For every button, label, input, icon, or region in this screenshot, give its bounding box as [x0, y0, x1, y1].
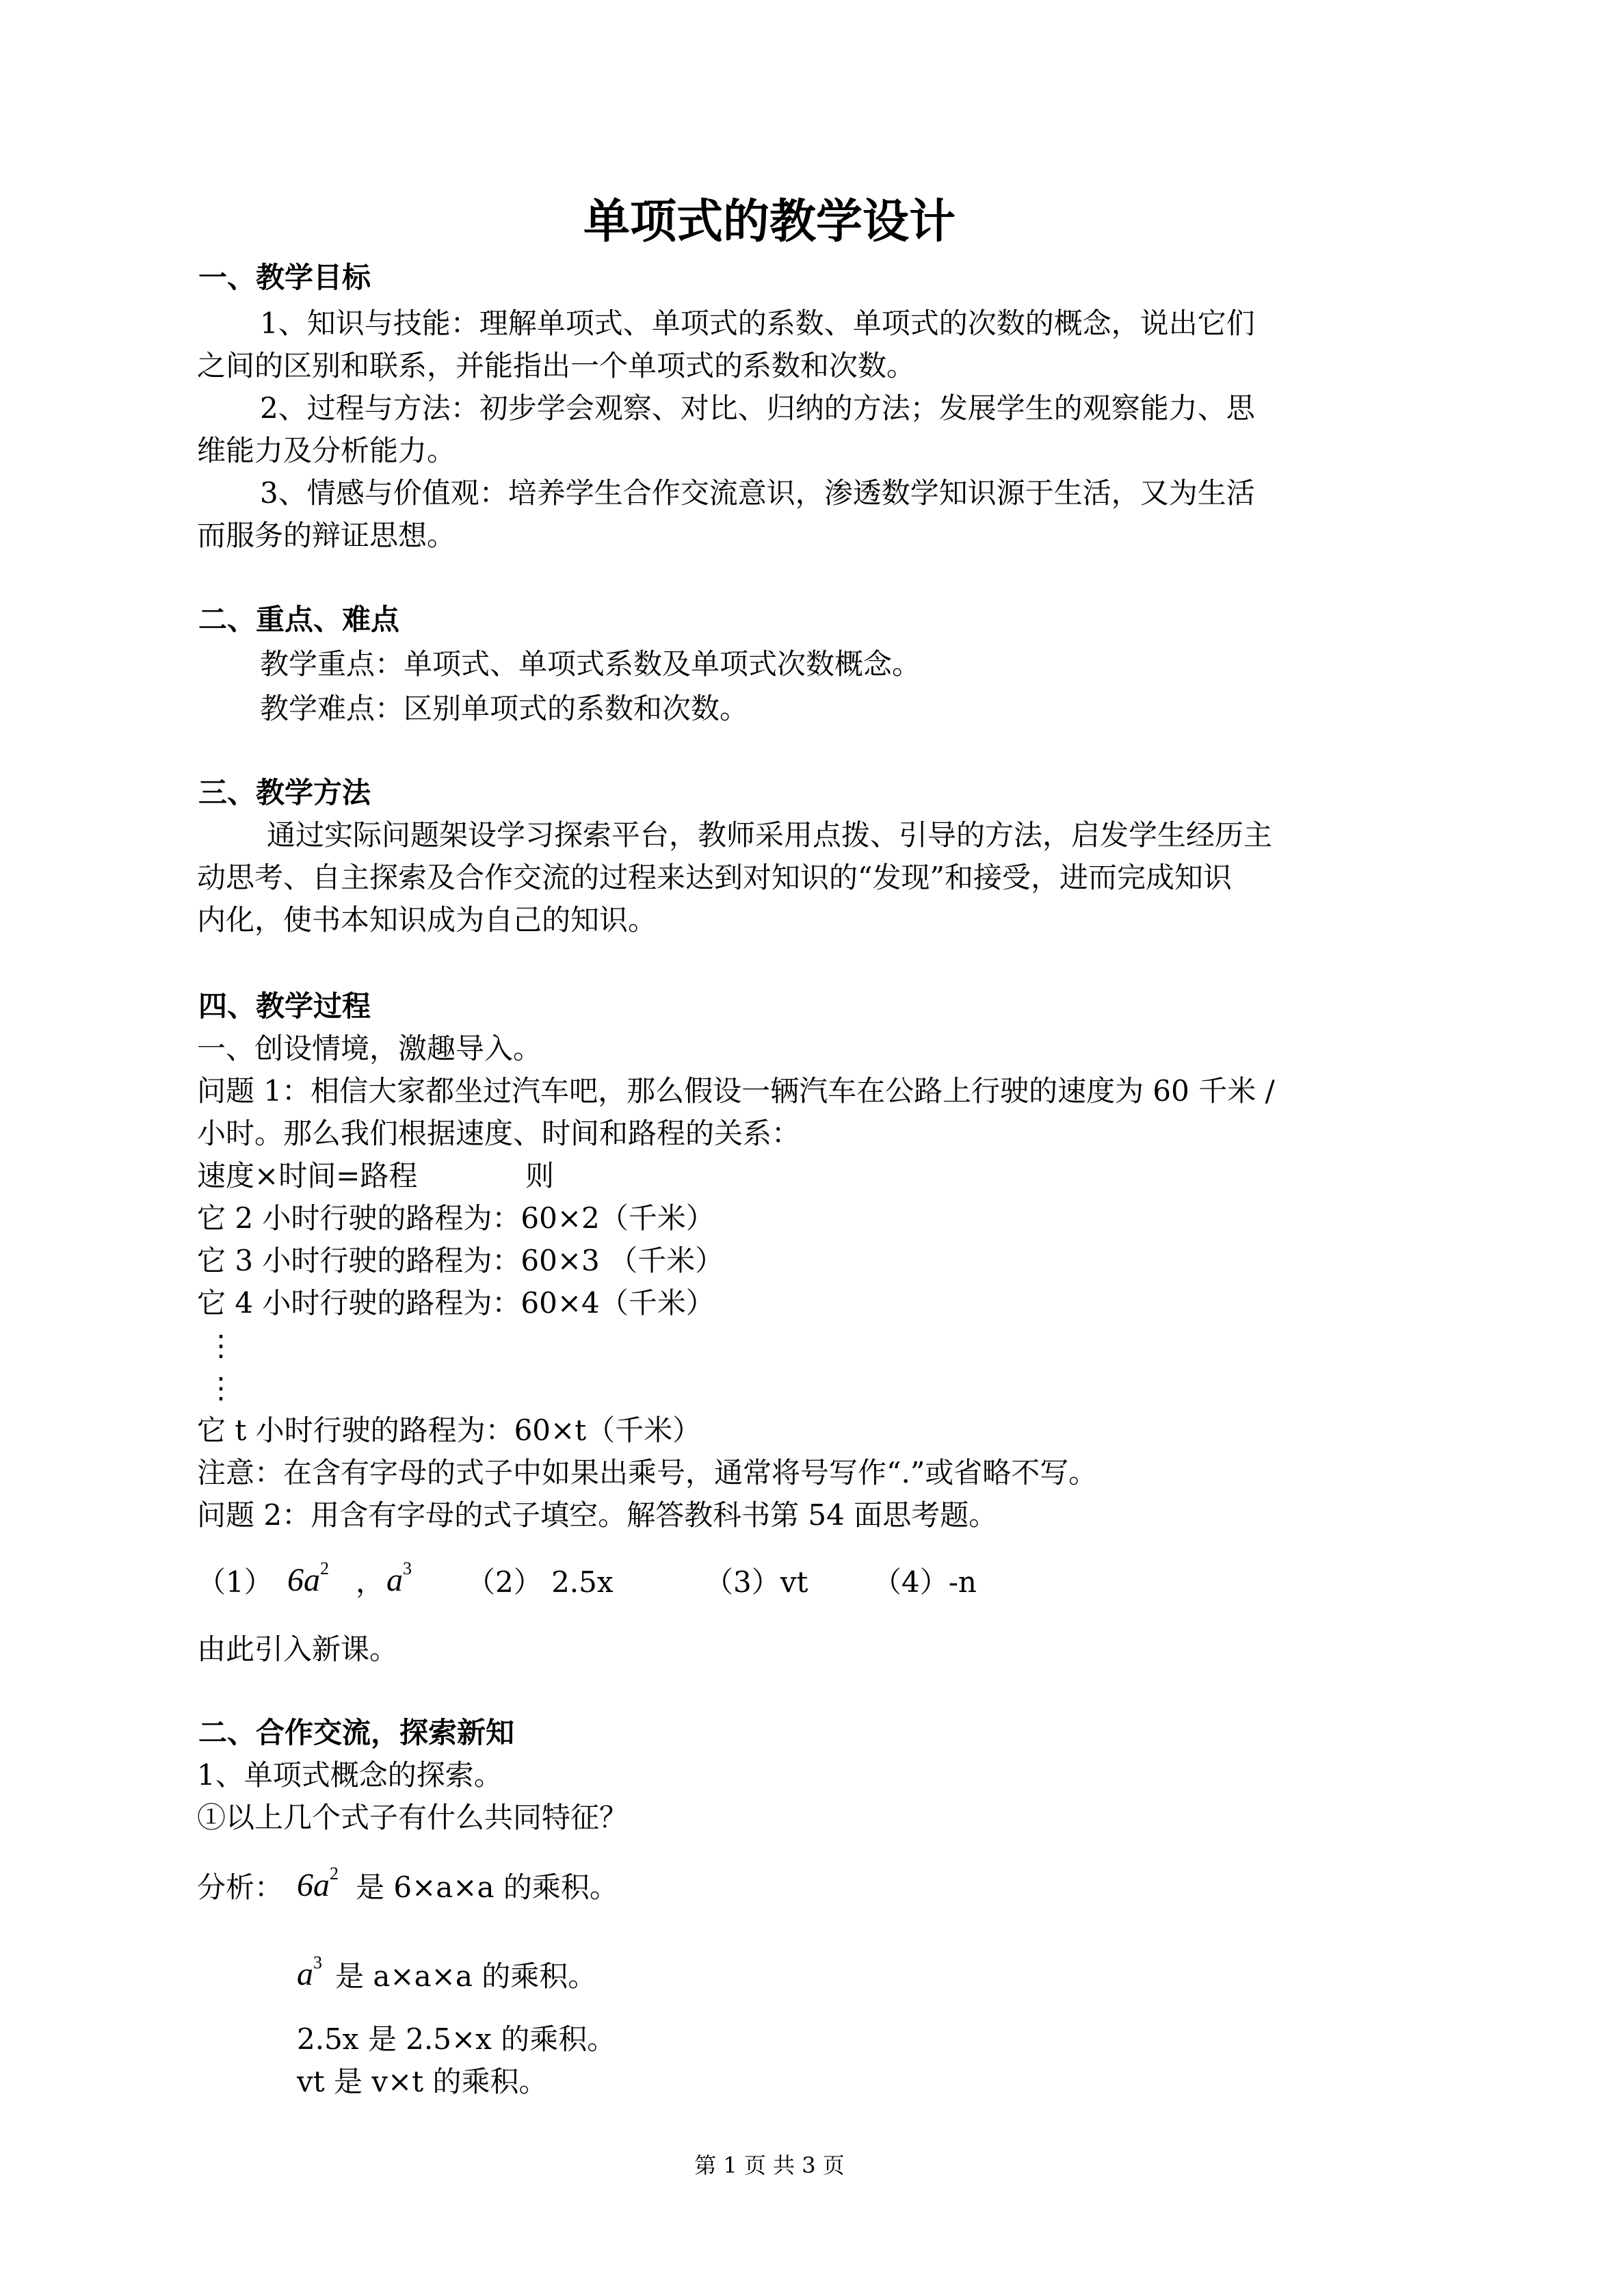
paragraph-line: 动思考、自主探索及合作交流的过程来达到对知识的“发现”和接受，进而完成知识 — [197, 861, 1232, 894]
paragraph-line: 小时。那么我们根据速度、时间和路程的关系： — [197, 1117, 801, 1150]
analysis-4-text: vt 是 v×t 的乘积。 — [297, 2065, 548, 2098]
section-heading-process: 四、教学过程 — [198, 989, 371, 1023]
answer-3: （3）vt — [704, 1565, 808, 1599]
section-heading-methods: 三、教学方法 — [198, 776, 371, 809]
section-heading-objectives: 一、教学目标 — [198, 261, 371, 294]
analysis-label: 分析： — [197, 1870, 284, 1904]
page-footer: 第 1 页 共 3 页 — [694, 2152, 845, 2178]
paragraph-line: 1、知识与技能：理解单项式、单项式的系数、单项式的次数的概念，说出它们 — [260, 306, 1255, 340]
paragraph-line: 通过实际问题架设学习探索平台，教师采用点拨、引导的方法，启发学生经历主 — [267, 818, 1273, 852]
paragraph-line: 它 2 小时行驶的路程为：60×2（千米） — [197, 1201, 715, 1235]
analysis-1-text: 是 6×a×a 的乘积。 — [356, 1870, 618, 1904]
answer-separator: ， — [356, 1565, 385, 1599]
paragraph-line: 它 3 小时行驶的路程为：60×3 （千米） — [197, 1244, 724, 1277]
paragraph-line: 2、过程与方法：初步学会观察、对比、归纳的方法；发展学生的观察能力、思 — [260, 391, 1255, 425]
answer-1-label: （1） — [197, 1565, 273, 1599]
answer-2: （2） 2.5x — [466, 1565, 614, 1599]
sub-heading: 1、单项式概念的探索。 — [197, 1758, 503, 1792]
section-heading-explore: 二、合作交流，探索新知 — [198, 1716, 515, 1749]
paragraph-line: 之间的区别和联系，并能指出一个单项式的系数和次数。 — [197, 349, 916, 382]
paragraph-line: 3、情感与价值观：培养学生合作交流意识，渗透数学知识源于生活，又为生活 — [260, 476, 1255, 510]
section-heading-keypoints: 二、重点、难点 — [198, 603, 400, 636]
ellipsis-mark: ⋮ — [207, 1329, 235, 1362]
paragraph-line: 教学难点：区别单项式的系数和次数。 — [260, 692, 749, 725]
paragraph-line: 由此引入新课。 — [197, 1632, 399, 1666]
paragraph-line: 问题 1：相信大家都坐过汽车吧，那么假设一辆汽车在公路上行驶的速度为 60 千米 / — [197, 1074, 1275, 1108]
step-heading: 一、创设情境，激趣导入。 — [197, 1032, 542, 1065]
paragraph-line: 它 t 小时行驶的路程为：60×t（千米） — [197, 1413, 702, 1447]
answer-1a-expression: $6a^2$ — [287, 1558, 329, 1598]
analysis-2-expression: $a^3$ — [297, 1953, 322, 1992]
analysis-3-text: 2.5x 是 2.5×x 的乘积。 — [297, 2022, 616, 2056]
note-line: 注意：在含有字母的式子中如果出乘号，通常将号写作“.”或省略不写。 — [197, 1456, 1098, 1489]
paragraph-line: 维能力及分析能力。 — [197, 434, 456, 467]
paragraph-line: 它 4 小时行驶的路程为：60×4（千米） — [197, 1286, 715, 1320]
analysis-1-expression: $6a^2$ — [297, 1864, 339, 1903]
paragraph-line: 而服务的辩证思想。 — [197, 519, 456, 552]
paragraph-line: 问题 2：用含有字母的式子填空。解答教科书第 54 面思考题。 — [197, 1498, 998, 1532]
answer-1b-expression: $a^3$ — [386, 1558, 412, 1598]
formula-then: 则 — [525, 1159, 555, 1192]
document-title: 单项式的教学设计 — [583, 195, 956, 249]
paragraph-line: 内化，使书本知识成为自己的知识。 — [197, 903, 657, 937]
question-line: ①以上几个式子有什么共同特征？ — [197, 1801, 629, 1834]
formula-line: 速度×时间=路程 — [197, 1159, 418, 1192]
analysis-2-text: 是 a×a×a 的乘积。 — [335, 1959, 597, 1993]
answer-4: （4）-n — [873, 1565, 977, 1599]
paragraph-line: 教学重点：单项式、单项式系数及单项式次数概念。 — [260, 647, 921, 681]
ellipsis-mark: ⋮ — [207, 1371, 235, 1405]
